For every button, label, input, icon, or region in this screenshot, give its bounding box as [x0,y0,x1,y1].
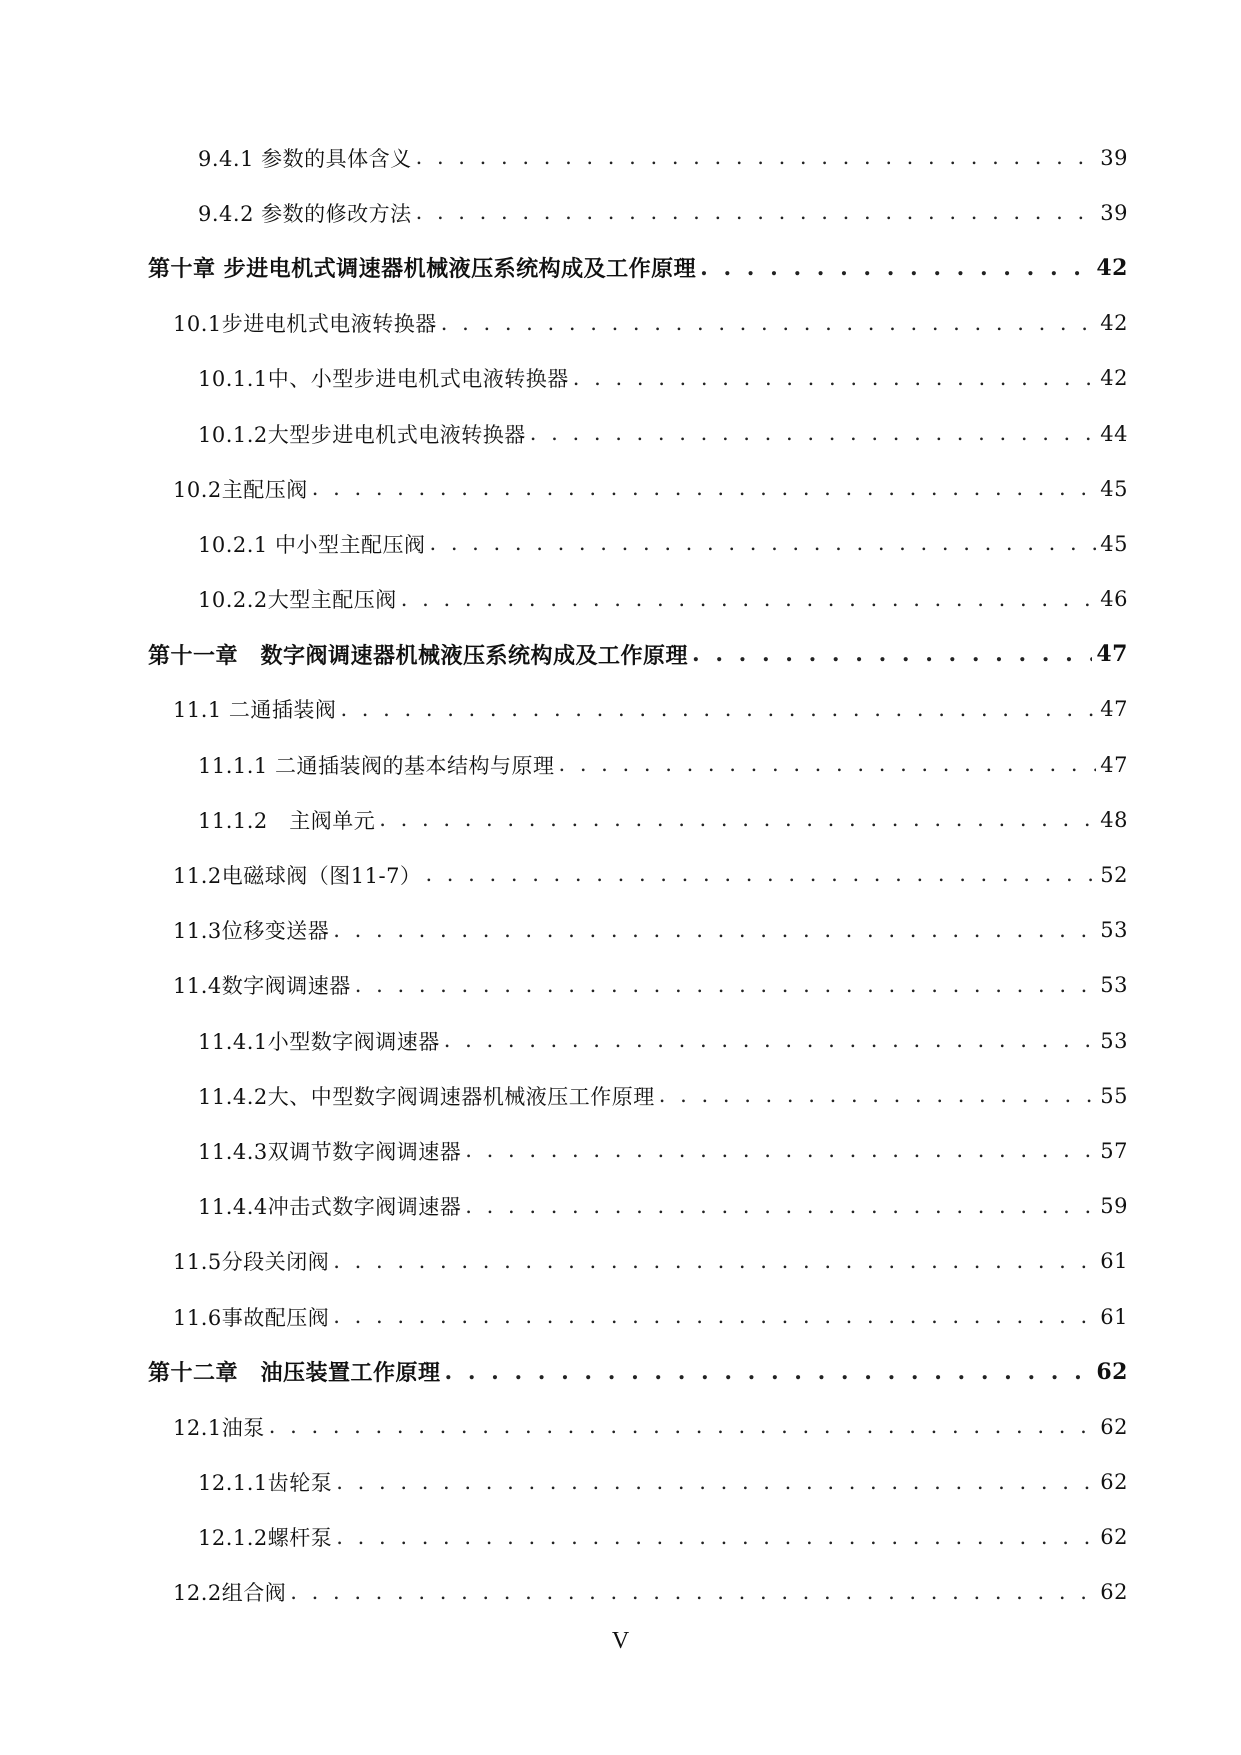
toc-entry-title: 12.1.1齿轮泵 [198,1467,336,1497]
toc-section-entry[interactable] [148,572,1128,627]
toc-chapter-entry[interactable] [148,1344,1128,1399]
toc-entry-page: 61 [1096,1305,1128,1329]
toc-section-entry[interactable] [148,1510,1128,1565]
toc-chapter-entry[interactable] [148,627,1128,682]
toc-section-entry[interactable] [148,1234,1128,1289]
dot-leader [441,311,1097,336]
toc-entry-page: 44 [1096,422,1128,446]
toc-section-entry[interactable] [148,847,1128,902]
dot-leader [444,1028,1096,1053]
toc-section-entry[interactable] [148,792,1128,847]
toc-entry-title: 9.4.1 参数的具体含义 [198,143,416,173]
toc-entry-title: 11.3位移变送器 [173,915,333,945]
toc-chapter-entry[interactable] [148,240,1128,295]
toc-section-entry[interactable] [148,130,1128,185]
dot-leader [336,1525,1096,1550]
toc-section-entry[interactable] [148,296,1128,351]
toc-entry-title: 第十章 步进电机式调速器机械液压系统构成及工作原理 [148,252,700,283]
toc-entry-page: 62 [1096,1525,1128,1549]
toc-entry-title: 第十一章 数字阀调速器机械液压系统构成及工作原理 [148,639,692,670]
dot-leader [355,973,1097,998]
toc-entry-page: 62 [1092,1359,1128,1385]
toc-entry-page: 62 [1096,1470,1128,1494]
toc-entry-title: 12.2组合阀 [173,1577,290,1607]
toc-section-entry[interactable] [148,1399,1128,1454]
dot-leader [333,1249,1096,1274]
toc-entry-title: 11.4数字阀调速器 [173,970,355,1000]
toc-section-entry[interactable] [148,1565,1128,1620]
toc-section-entry[interactable] [148,406,1128,461]
toc-entry-title: 11.4.1小型数字阀调速器 [198,1026,444,1056]
dot-leader [465,1194,1096,1219]
toc-entry-page: 57 [1096,1139,1128,1163]
toc-entry-title: 12.1.2螺杆泵 [198,1522,336,1552]
toc-entry-page: 47 [1096,697,1128,721]
toc-section-entry[interactable] [148,185,1128,240]
toc-section-entry[interactable] [148,461,1128,516]
toc-entry-page: 47 [1096,753,1128,777]
dot-leader [269,1414,1097,1439]
toc-entry-page: 42 [1096,366,1128,390]
toc-entry-title: 11.4.2大、中型数字阀调速器机械液压工作原理 [198,1081,659,1111]
toc-entry-title: 11.1 二通插装阀 [173,694,340,724]
toc-section-entry[interactable] [148,1455,1128,1510]
dot-leader [379,807,1096,832]
toc-entry-page: 61 [1096,1249,1128,1273]
toc-entry-title: 第十二章 油压装置工作原理 [148,1356,445,1387]
toc-entry-page: 42 [1096,311,1128,335]
toc-entry-title: 10.2.1 中小型主配压阀 [198,529,429,559]
toc-entry-page: 55 [1096,1084,1128,1108]
toc-section-entry[interactable] [148,1179,1128,1234]
toc-entry-title: 11.1.1 二通插装阀的基本结构与原理 [198,750,558,780]
toc-entry-page: 59 [1096,1194,1128,1218]
dot-leader [465,1138,1096,1163]
toc-section-entry[interactable] [148,958,1128,1013]
toc-section-entry[interactable] [148,1123,1128,1178]
toc-section-entry[interactable] [148,516,1128,571]
toc-section-entry[interactable] [148,1013,1128,1068]
dot-leader [401,587,1096,612]
dot-leader [445,1359,1093,1385]
toc-entry-page: 45 [1096,477,1128,501]
toc-entry-title: 10.1步进电机式电液转换器 [173,308,441,338]
toc-entry-title: 11.4.3双调节数字阀调速器 [198,1136,465,1166]
toc-entry-page: 53 [1096,1029,1128,1053]
dot-leader [530,421,1096,446]
toc-entry-page: 52 [1096,863,1128,887]
dot-leader [340,697,1096,722]
toc-entry-page: 39 [1096,201,1128,225]
toc-section-entry[interactable] [148,682,1128,737]
page-number: V [611,1628,630,1654]
toc-entry-title: 10.2主配压阀 [173,474,312,504]
dot-leader [416,200,1097,225]
toc-entry-page: 45 [1096,532,1128,556]
toc-entry-title: 9.4.2 参数的修改方法 [198,198,416,228]
toc-entry-page: 53 [1096,918,1128,942]
toc-entry-page: 47 [1092,641,1128,667]
toc-section-entry[interactable] [148,903,1128,958]
toc-entry-title: 12.1油泵 [173,1412,269,1442]
toc-section-entry[interactable] [148,1068,1128,1123]
toc-entry-page: 53 [1096,973,1128,997]
dot-leader [333,918,1096,943]
dot-leader [290,1580,1096,1605]
dot-leader [429,531,1096,556]
toc-entry-page: 48 [1096,808,1128,832]
dot-leader [336,1470,1096,1495]
dot-leader [333,1304,1096,1329]
toc-entry-title: 10.1.1中、小型步进电机式电液转换器 [198,363,573,393]
table-of-contents [148,130,1128,1620]
toc-entry-page: 62 [1096,1415,1128,1439]
toc-section-entry[interactable] [148,1289,1128,1344]
dot-leader [659,1083,1096,1108]
toc-entry-title: 11.6事故配压阀 [173,1302,333,1332]
toc-section-entry[interactable] [148,351,1128,406]
toc-entry-title: 11.5分段关闭阀 [173,1246,333,1276]
toc-entry-page: 46 [1096,587,1128,611]
toc-entry-title: 11.1.2 主阀单元 [198,805,379,835]
toc-entry-page: 62 [1096,1580,1128,1604]
toc-section-entry[interactable] [148,737,1128,792]
toc-entry-title: 10.1.2大型步进电机式电液转换器 [198,419,530,449]
dot-leader [425,862,1096,887]
toc-entry-title: 10.2.2大型主配压阀 [198,584,401,614]
toc-entry-page: 39 [1096,146,1128,170]
dot-leader [312,476,1097,501]
dot-leader [573,366,1096,391]
toc-entry-title: 11.4.4冲击式数字阀调速器 [198,1191,465,1221]
dot-leader [692,641,1092,667]
toc-entry-page: 42 [1092,255,1128,281]
dot-leader [416,145,1097,170]
toc-entry-title: 11.2电磁球阀（图11-7） [173,860,425,890]
dot-leader [558,752,1096,777]
dot-leader [700,255,1092,281]
